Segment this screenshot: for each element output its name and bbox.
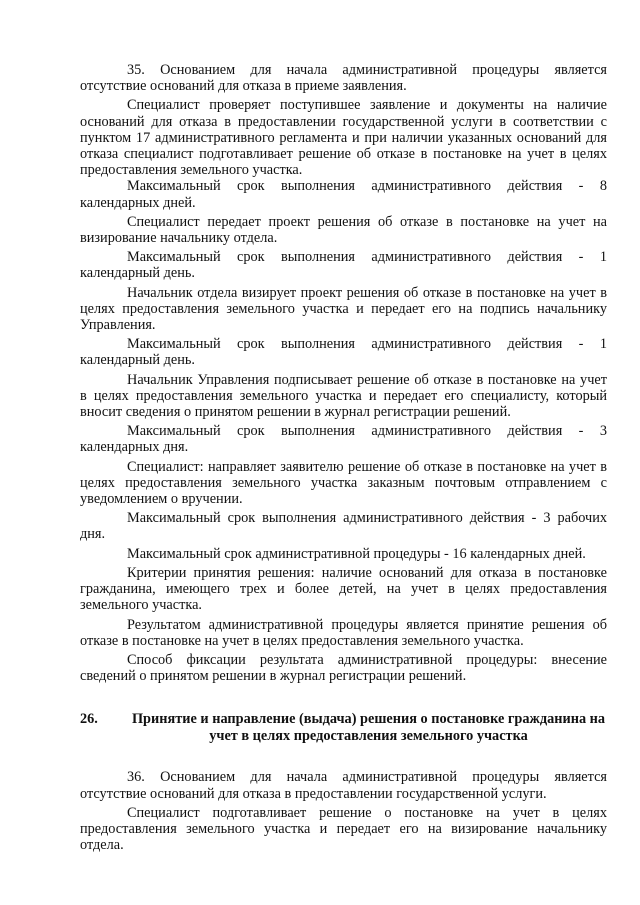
paragraph: Максимальный срок выполнения административного действия - 3 рабочих дня. <box>80 510 607 543</box>
paragraph: Специалист передает проект решения об отказе в постановке на учет на визирование начальнику отдела. <box>80 213 607 247</box>
paragraph: Начальник отдела визирует проект решения об отказе в постановке на учет в целях предоставления земельного участка и передает его на подпись начальнику Управления. <box>80 284 607 334</box>
section-number: 26. <box>80 711 98 728</box>
document-page <box>80 62 607 853</box>
section-heading <box>80 711 607 745</box>
paragraph: Критерии принятия решения: наличие оснований для отказа в постановке гражданина, имеющего трех и более детей, на учет в целях предоставления земельного участка. <box>80 564 607 614</box>
paragraph: Специалист подготавливает решение о постановке на учет в целях предоставления земельного участка и передает его на визирование начальнику отдела. <box>80 804 607 854</box>
paragraph: Максимальный срок выполнения административного действия - 1 календарный день. <box>80 336 607 369</box>
paragraph: 35. Основанием для начала административной процедуры является отсутствие оснований для отказа в приеме заявления. <box>80 62 607 95</box>
paragraph: Максимальный срок выполнения административного действия - 1 календарный день. <box>80 249 607 282</box>
paragraph: 36. Основанием для начала административной процедуры является отсутствие оснований для отказа в предоставлении государственной услуги. <box>80 769 607 802</box>
paragraph: Начальник Управления подписывает решение об отказе в постановке на учет в целях предоставления земельного участка и передает его специалисту, который вносит сведения о принятом решении в журнал регистрации решений. <box>80 371 607 421</box>
paragraph: Специалист: направляет заявителю решение об отказе в постановке на учет в целях предоставления земельного участка заказным почтовым отправлением с уведомлением о вручении. <box>80 458 607 508</box>
paragraph: Максимальный срок административной процедуры - 16 календарных дней. <box>127 545 586 562</box>
paragraph: Результатом административной процедуры является принятие решения об отказе в постановке на учет в целях предоставления земельного участка. <box>80 616 607 649</box>
paragraph: Максимальный срок выполнения административного действия - 8 календарных дней. <box>80 178 607 211</box>
paragraph: Способ фиксации результата административной процедуры: внесение сведений о принятом решении в журнал регистрации решений. <box>80 651 607 685</box>
section-title: Принятие и направление (выдача) решения о постановке гражданина на учет в целях предоставления земельного участка <box>131 711 606 745</box>
paragraph: Максимальный срок выполнения административного действия - 3 календарных дня. <box>80 423 607 456</box>
paragraph: Специалист проверяет поступившее заявление и документы на наличие оснований для отказа в предоставлении государственной услуги в соответствии с пунктом 17 административного регламента и при наличии указанных оснований для отказа специалист подготавливает решение об отказе в постановке на учет в целях предоставления земельного участка. <box>80 97 607 179</box>
